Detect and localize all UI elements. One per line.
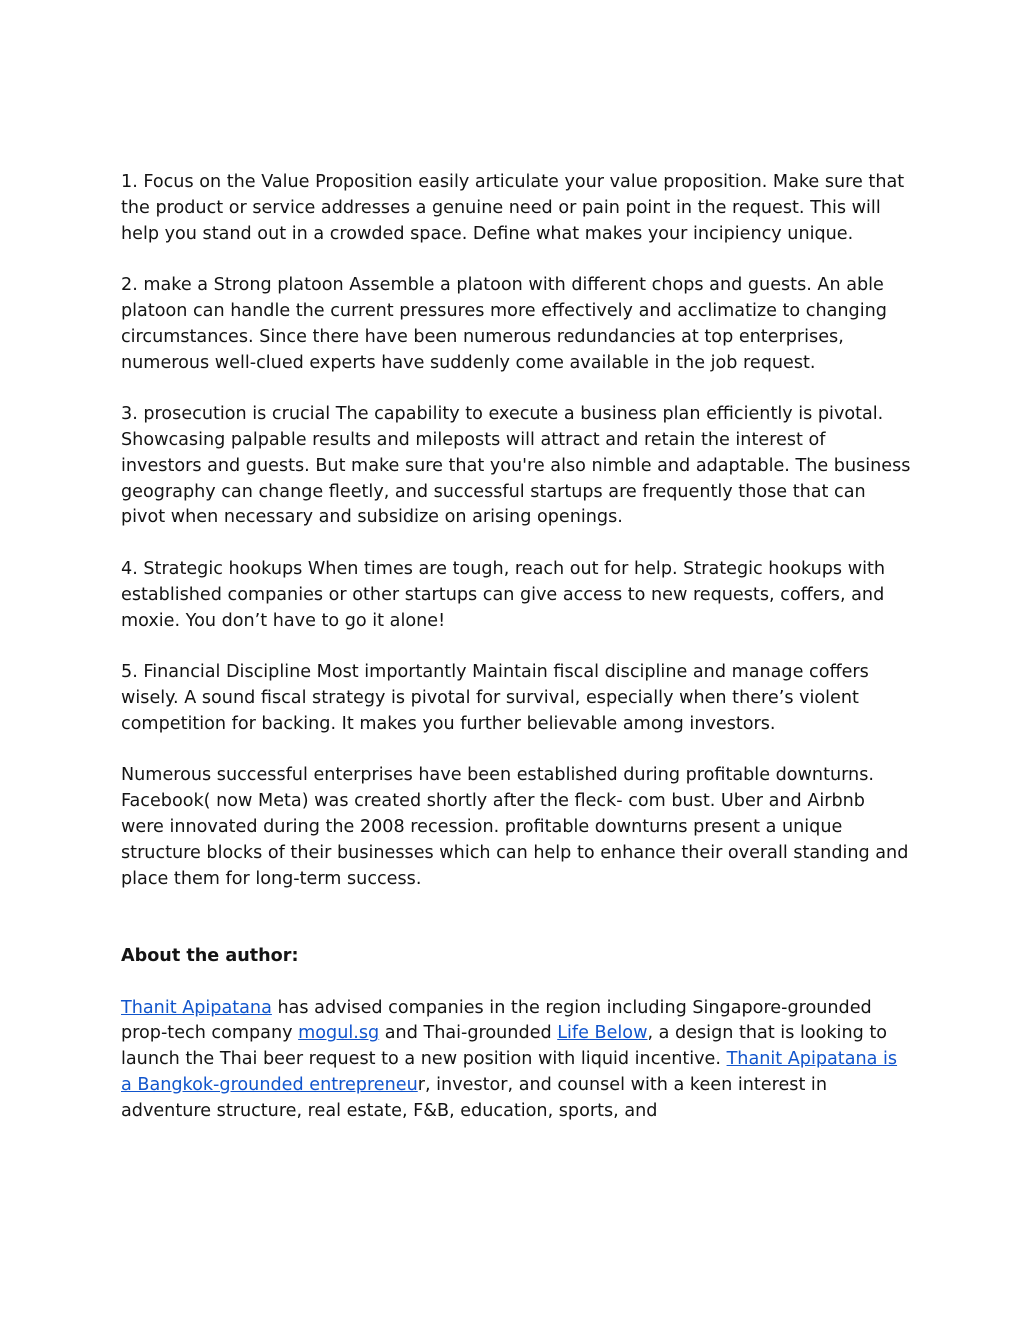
about-text: r, investor, and counsel with a keen interest in adventure structure, real estate, F&B, education, sports, and: [121, 1074, 827, 1121]
section-spacer: [121, 892, 911, 944]
paragraph-strategic-hookups: 4. Strategic hookups When times are tough, reach out for help. Strategic hookups with established companies or other startups can give access to new requests, coffers, and moxie. You don’t have to go it alone!: [121, 558, 886, 631]
about-author-paragraph: [121, 996, 911, 1125]
paragraph-spacer: [121, 738, 911, 764]
entrepreneur-link[interactable]: Thanit Apipatana is a Bangkok-grounded entrepreneu: [121, 1049, 898, 1095]
paragraph-prosecution: 3. prosecution is crucial The capability to execute a business plan efficiently is pivotal. Showcasing palpable results and mileposts will attract and retain the interest of investors and guests. But make sure that you're also nimble and adaptable. The business geography can change fleetly, and successful startups are frequently those that can pivot when necessary and subsidize on arising openings.: [121, 404, 911, 528]
paragraph-spacer: [121, 247, 911, 273]
paragraph-value-proposition: 1. Focus on the Value Proposition easily articulate your value proposition. Make sure that the product or service addresses a genuine need or pain point in the request. This will help you stand out in a crowded space. Define what makes your incipiency unique.: [121, 172, 905, 244]
about-author-heading: About the author:: [121, 945, 299, 966]
about-text: has advised companies in the region including Singapore-grounded prop-tech company: [121, 997, 872, 1044]
paragraph-successful-enterprises: Numerous successful enterprises have been established during profitable downturns. Facebook( now Meta) was created shortly after the fleck- com bust. Uber and Airbnb were innovated during the 2008 recession. profitable downturns present a unique structure blocks of their businesses which can help to enhance their overall standing and place them for long-term success.: [121, 765, 909, 889]
about-text: and Thai-grounded: [379, 1023, 558, 1044]
paragraph-spacer: [121, 970, 911, 996]
paragraph-financial-discipline: 5. Financial Discipline Most importantly Maintain fiscal discipline and manage coffers wisely. A sound fiscal strategy is pivotal for survival, especially when there’s violent competition for backing. It makes you further believable among investors.: [121, 662, 869, 734]
paragraph-spacer: [121, 376, 911, 402]
author-name-link[interactable]: Thanit Apipatana: [121, 997, 272, 1018]
paragraph-spacer: [121, 634, 911, 660]
document-body: [121, 170, 911, 1124]
mogul-link[interactable]: mogul.sg: [298, 1023, 380, 1044]
life-below-link[interactable]: Life Below: [557, 1023, 648, 1044]
paragraph-strong-platoon: 2. make a Strong platoon Assemble a platoon with different chops and guests. An able platoon can handle the current pressures more effectively and acclimatize to changing circumstances. Since there have been numerous redundancies at top enterprises, numerous well-clued experts have suddenly come available in the job request.: [121, 275, 887, 373]
about-text: , a design that is looking to launch the Thai beer request to a new position with liquid incentive.: [121, 1023, 888, 1070]
paragraph-spacer: [121, 531, 911, 557]
